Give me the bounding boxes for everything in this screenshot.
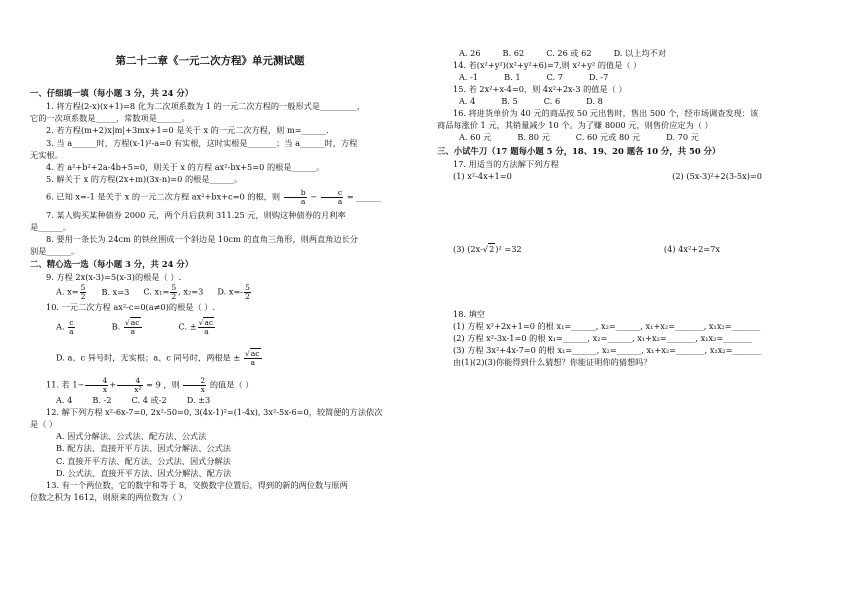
question-7-cont: 是______。: [30, 221, 71, 232]
fraction-sqrt-ac-over-a: [198, 319, 216, 336]
denominator: a: [130, 327, 135, 337]
option-c-label: C. ±: [178, 321, 197, 332]
section-3-heading: 三、小试牛刀（17 题每小题 5 分，18、19、20 题各 10 分，共 50 分）: [437, 145, 721, 156]
question-9-options: [56, 284, 415, 301]
question-5: 5. 解关于 x 的方程(2x+m)(3x-n)=0 的根是______。: [46, 173, 243, 184]
option-c: C. 26 或 62: [546, 48, 592, 58]
plus-sign: +: [109, 379, 117, 390]
option-c: [179, 319, 217, 336]
fraction-c-over-a: [321, 189, 344, 206]
fraction-4-over-x: [85, 377, 108, 394]
option-b: B. 80 元: [517, 132, 550, 143]
denominator: x: [102, 385, 108, 395]
question-12-options: [30, 431, 415, 478]
question-13-cont: 位数之积为 1612，则原来的两位数为（ ）: [30, 491, 188, 502]
denominator: x: [200, 385, 205, 395]
option-b: B. 62: [502, 48, 525, 58]
numerator: √ac: [198, 318, 214, 328]
part-3-text: (3) (2x-: [453, 243, 483, 254]
question-7: 7. 某人购买某种债券 2000 元，两个月后获利 311.25 元，则购这种债券的月利率: [46, 209, 346, 220]
option-c: [143, 284, 203, 301]
question-14-options: [459, 72, 832, 83]
answer-space: [437, 183, 832, 243]
option-a: A. 26: [459, 48, 481, 58]
question-16: 16. 将进货单价为 40 元的商品按 50 元出售时，售出 500 个，经市场调查发现：该: [453, 108, 759, 119]
left-column: [30, 86, 415, 503]
option-d-text: D. a、c 异号时，无实根；a、c 同号时，两根是 ±: [56, 352, 241, 363]
option-a-label: A.: [56, 321, 65, 332]
option-c: C. 直接开平方法、配方法、公式法、因式分解法: [56, 455, 231, 466]
radicand: ac: [250, 349, 260, 359]
question-9: 9. 方程 2x(x-3)=5(x-3)的根是（ ）.: [46, 272, 182, 283]
denominator: a: [250, 358, 255, 368]
question-6-text: 6. 已知 x=-1 是关于 x 的一元二次方程 ax²+bx+c=0 的根，则: [46, 191, 281, 202]
question-18-part-4: 由(1)(2)(3)你能得到什么猜想？你能证明你的猜想吗？: [453, 357, 652, 368]
question-18-part-1: (1) 方程 x²+2x+1=0 的根 x₁=______, x₂=______, x₁+x₂=_______, x₁x₂=_______: [453, 321, 761, 332]
question-4: 4. 若 a²+b²+2a-4b+5=0，则关于 x 的方程 ax²-bx+5=0 的根是______。: [46, 161, 325, 172]
question-3: 3. 当 a______时，方程(x-1)²-a=0 有实根，这时实根是_______；当 a______时，方程: [46, 137, 358, 148]
numerator: 5: [245, 283, 250, 293]
question-11: [30, 377, 415, 394]
question-18-part-2: (2) 方程 x²-3x-1=0 的根 x₁=______, x₂=______, x₁+x₂=_______, x₁x₂=_______: [453, 333, 752, 344]
option-b: B. 1: [504, 72, 521, 83]
option-b: [112, 319, 143, 336]
question-10-options: [56, 319, 415, 336]
denominator: a: [300, 196, 306, 206]
option-c: C. 60 元或 80 元: [575, 132, 641, 143]
numerator: √ac: [124, 318, 140, 328]
numerator: 4: [117, 377, 142, 386]
fraction-b-over-a: [284, 189, 307, 206]
option-b: B. -2: [92, 395, 112, 406]
option-d: [217, 284, 252, 301]
fraction-5-over-2: [244, 284, 251, 301]
denominator: a: [337, 196, 343, 206]
numerator: 2: [183, 377, 206, 386]
question-17-part-4: (4) 4x²+2=7x: [663, 243, 720, 254]
numerator: c: [321, 189, 344, 198]
radicand: ac: [204, 318, 214, 328]
radicand: 2: [489, 243, 495, 254]
numerator: 5: [171, 283, 177, 293]
option-a: A. -1: [459, 72, 479, 83]
denominator: x²: [134, 385, 142, 395]
question-13: 13. 有一个两位数，它的数字和等于 8，交换数字位置后，得到的新的两位数与原两: [46, 479, 348, 490]
question-12: 12. 解下列方程 x²-6x-7=0, 2x²-50=0, 3(4x-1)²=(1-4x), 3x²-5x-6=0，较简便的方法依次: [46, 407, 383, 418]
option-b: B. 5: [501, 96, 518, 107]
question-18: 18. 填空: [453, 309, 485, 320]
part-3-end: )² =32: [495, 243, 522, 254]
question-18-part-3: (3) 方程 3x²+4x-7=0 的根 x₁=______, x₂=______, x₁+x₂=_______, x₁x₂=_______: [453, 345, 762, 356]
question-11-end: 的值是（ ）: [209, 379, 254, 390]
radicand: ac: [130, 318, 140, 328]
option-d: D. 公式法、直接开平方法、因式分解法、配方法: [56, 467, 232, 478]
option-a: [56, 319, 76, 336]
option-d: D. 8: [586, 96, 603, 107]
option-a-label: A. x=: [56, 286, 79, 297]
option-a: A. 4: [56, 395, 73, 406]
denominator: 2: [245, 292, 250, 302]
fraction-c-over-a: [68, 319, 75, 336]
numerator: 5: [80, 283, 86, 293]
denominator: a: [204, 327, 209, 337]
option-d-label: D. x=-: [217, 286, 244, 297]
question-12-cont: 是（ ）: [30, 419, 58, 430]
question-17-row-1: [453, 171, 832, 182]
question-8-cont: 别是______。: [30, 245, 80, 256]
question-17-part-1: (1) x²-4x+1=0: [453, 170, 512, 181]
question-3-cont: 无实根。: [30, 149, 63, 160]
option-b: B. 配方法、直接开平方法、因式分解法、公式法: [56, 443, 231, 454]
denominator: 2: [80, 292, 86, 302]
fraction-sqrt-ac-over-a: [244, 350, 262, 367]
question-10-option-d: [56, 350, 415, 367]
question-1: 1. 将方程(2-x)(x+1)=8 化为二次项系数为 1 的一元二次方程的一般形式是_________，: [46, 101, 366, 112]
fraction-5-over-2: [170, 284, 177, 301]
question-17: 17. 用适当的方法解下列方程: [453, 158, 559, 169]
section-2-heading: 二、精心选一选（每小题 3 分，共 24 分）: [30, 258, 194, 269]
fraction-2-over-x: [183, 377, 206, 394]
numerator: c: [69, 318, 74, 328]
question-8: 8. 要用一条长为 24cm 的铁丝围成一个斜边是 10cm 的直角三角形，则两直角边长分: [46, 233, 358, 244]
option-a: A. 60 元: [459, 132, 492, 143]
question-6-answer-blank: = ______: [346, 191, 381, 202]
question-17-part-2: (2) (5x-3)²+2(3-5x)=0: [672, 170, 762, 181]
option-c: C. 4 或-2: [131, 395, 167, 406]
question-15: 15. 若 2x²+x-4=0，则 4x²+2x-3 的值是（ ）: [453, 84, 627, 95]
question-6: [30, 189, 415, 206]
question-2: 2. 若方程(m+2)x|m|+3mx+1=0 是关于 x 的一元二次方程，则 m=______.: [46, 125, 329, 136]
page-title: 第二十二章《一元二次方程》单元测试题: [115, 55, 305, 67]
option-d: D. 以上均不对: [613, 48, 667, 58]
numerator: √ac: [244, 349, 260, 359]
question-14: 14. 若(x²+y²)(x²+y²+6)=7,则 x²+y² 的值是（ ）: [453, 60, 642, 71]
option-d: D. ±3: [186, 395, 211, 406]
option-d: D. -7: [588, 72, 609, 83]
question-16-options: [459, 132, 832, 143]
question-17-row-2: [453, 244, 832, 255]
question-16-cont: 商品每涨价 1 元，其销量减少 10 个。为了赚 8000 元，则售价应定为（ ）: [437, 120, 713, 131]
question-17-part-3: (3) (2x-√2)² =32: [453, 243, 522, 254]
question-15-options: [459, 96, 832, 107]
option-b: B. x=3: [101, 287, 130, 298]
option-a: A. 4: [459, 96, 476, 107]
denominator: 2: [171, 292, 177, 302]
numerator: b: [284, 189, 307, 198]
fraction-sqrt-ac-over-a: [124, 319, 142, 336]
option-a: A. 因式分解法、公式法、配方法、公式法: [56, 431, 207, 442]
question-11-text: 11. 若 1−: [46, 379, 85, 390]
option-a: [56, 284, 87, 301]
section-1-heading: 一、仔细填一填（每小题 3 分，共 24 分）: [30, 88, 194, 98]
minus-sign: −: [310, 191, 318, 202]
fraction-5-over-2: [80, 284, 87, 301]
option-c-label: C. x₁=: [143, 286, 170, 297]
option-c: C. 7: [546, 72, 563, 83]
question-11-options: [56, 395, 415, 406]
option-c: C. 6: [543, 96, 561, 107]
answer-space: [437, 256, 832, 308]
question-11-mid: = 9 ，则: [146, 379, 180, 390]
right-column: [437, 47, 832, 369]
option-d: D. 70 元: [666, 132, 699, 143]
question-10: 10. 一元二次方程 ax²-c=0(a≠0)的根是（ ）.: [46, 302, 216, 313]
option-c-rest: , x₂=3: [178, 286, 204, 297]
numerator: 4: [85, 377, 108, 386]
question-13-options: [459, 48, 832, 59]
fraction-4-over-x2: [117, 377, 142, 394]
option-b-label: B.: [111, 321, 121, 332]
question-1-cont: 它的一次项系数是_____，常数项是______。: [30, 113, 190, 124]
denominator: a: [69, 327, 74, 337]
